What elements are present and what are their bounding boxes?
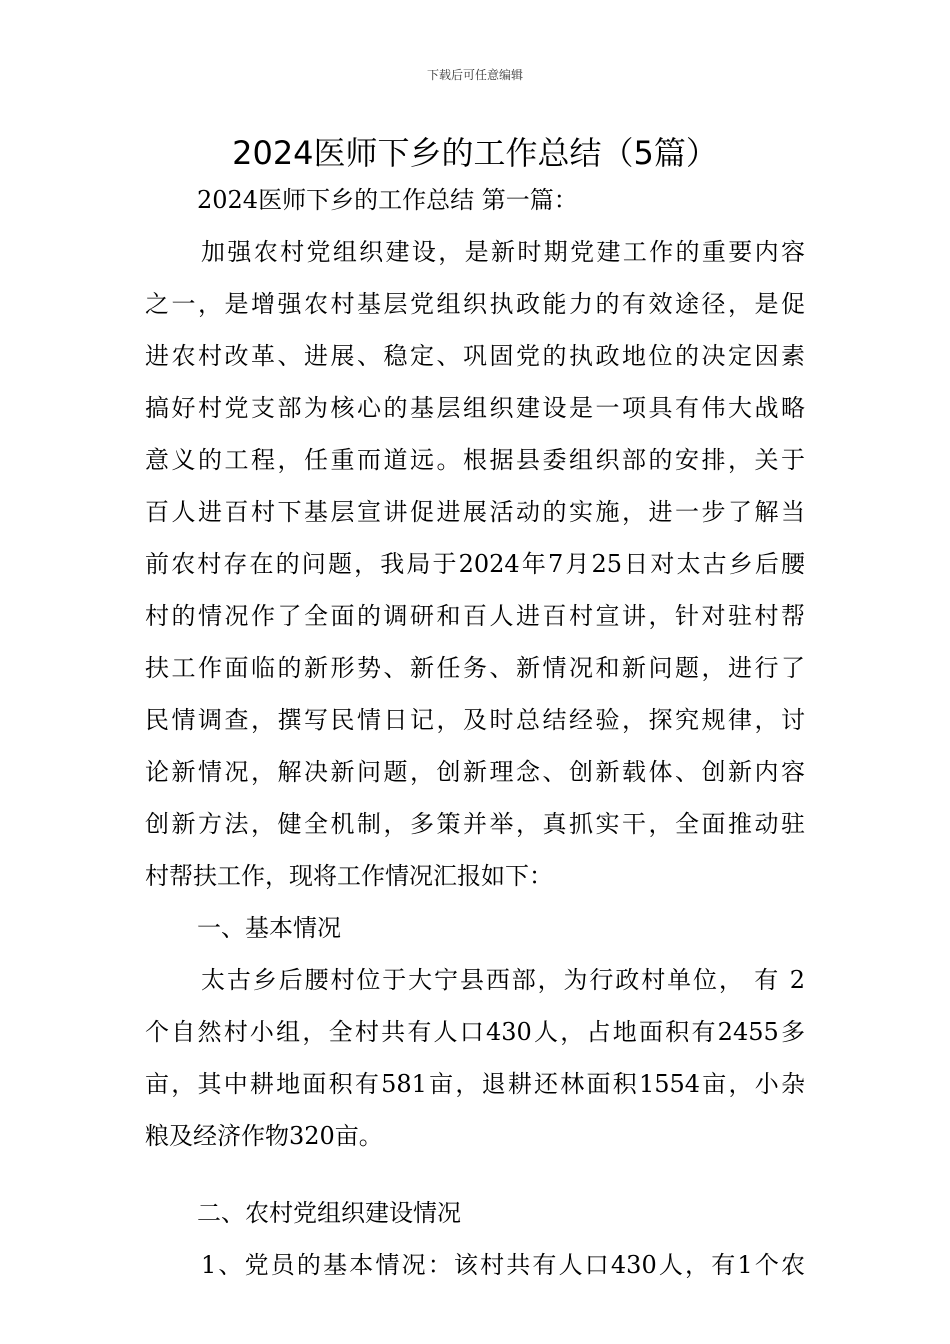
text-line: 百人进百村下基层宣讲促进展活动的实施，进一步了解当 xyxy=(145,498,805,526)
section-heading-basic: 一、基本情况 xyxy=(197,914,341,942)
text-line: 搞好村党支部为核心的基层组织建设是一项具有伟大战略 xyxy=(145,394,805,422)
text-line: 之一，是增强农村基层党组织执政能力的有效途径，是促 xyxy=(145,290,805,318)
text-line: 村的情况作了全面的调研和百人进百村宣讲，针对驻村帮 xyxy=(145,602,805,630)
document-title: 2024医师下乡的工作总结（5篇） xyxy=(232,134,718,172)
paragraph-intro xyxy=(145,226,805,902)
text-line: 粮及经济作物320亩。 xyxy=(145,1122,383,1150)
section-heading-party: 二、农村党组织建设情况 xyxy=(197,1199,461,1227)
document-body xyxy=(145,174,805,1291)
paragraph-basic-info xyxy=(145,954,805,1162)
text-line: 进农村改革、进展、稳定、巩固党的执政地位的决定因素 xyxy=(145,342,805,370)
text-line: 扶工作面临的新形势、新任务、新情况和新问题，进行了 xyxy=(145,654,805,682)
text-line: 亩，其中耕地面积有581亩，退耕还林面积1554亩，小杂 xyxy=(145,1070,805,1098)
text-line: 加强农村党组织建设，是新时期党建工作的重要内容 xyxy=(201,238,805,266)
paragraph-party-members xyxy=(145,1239,805,1291)
text-line: 村帮扶工作，现将工作情况汇报如下： xyxy=(145,862,553,890)
section-subtitle: 2024医师下乡的工作总结 第一篇： xyxy=(197,186,578,214)
text-line: 1、党员的基本情况：该村共有人口430人，有1个农 xyxy=(201,1251,805,1279)
text-line: 太古乡后腰村位于大宁县西部，为行政村单位， 有 2 xyxy=(201,966,805,994)
text-line: 前农村存在的问题，我局于2024年7月25日对太古乡后腰 xyxy=(145,550,805,578)
text-line: 个自然村小组，全村共有人口430人，占地面积有2455多 xyxy=(145,1018,805,1046)
paragraph-gap xyxy=(145,1162,805,1187)
text-line: 创新方法，健全机制，多策并举，真抓实干，全面推动驻 xyxy=(145,810,805,838)
header-note: 下载后可任意编辑 xyxy=(426,68,523,82)
text-line: 意义的工程，任重而道远。根据县委组织部的安排，关于 xyxy=(145,446,805,474)
text-line: 民情调查，撰写民情日记，及时总结经验，探究规律，讨 xyxy=(145,706,805,734)
text-line: 论新情况，解决新问题，创新理念、创新载体、创新内容 xyxy=(145,758,805,786)
